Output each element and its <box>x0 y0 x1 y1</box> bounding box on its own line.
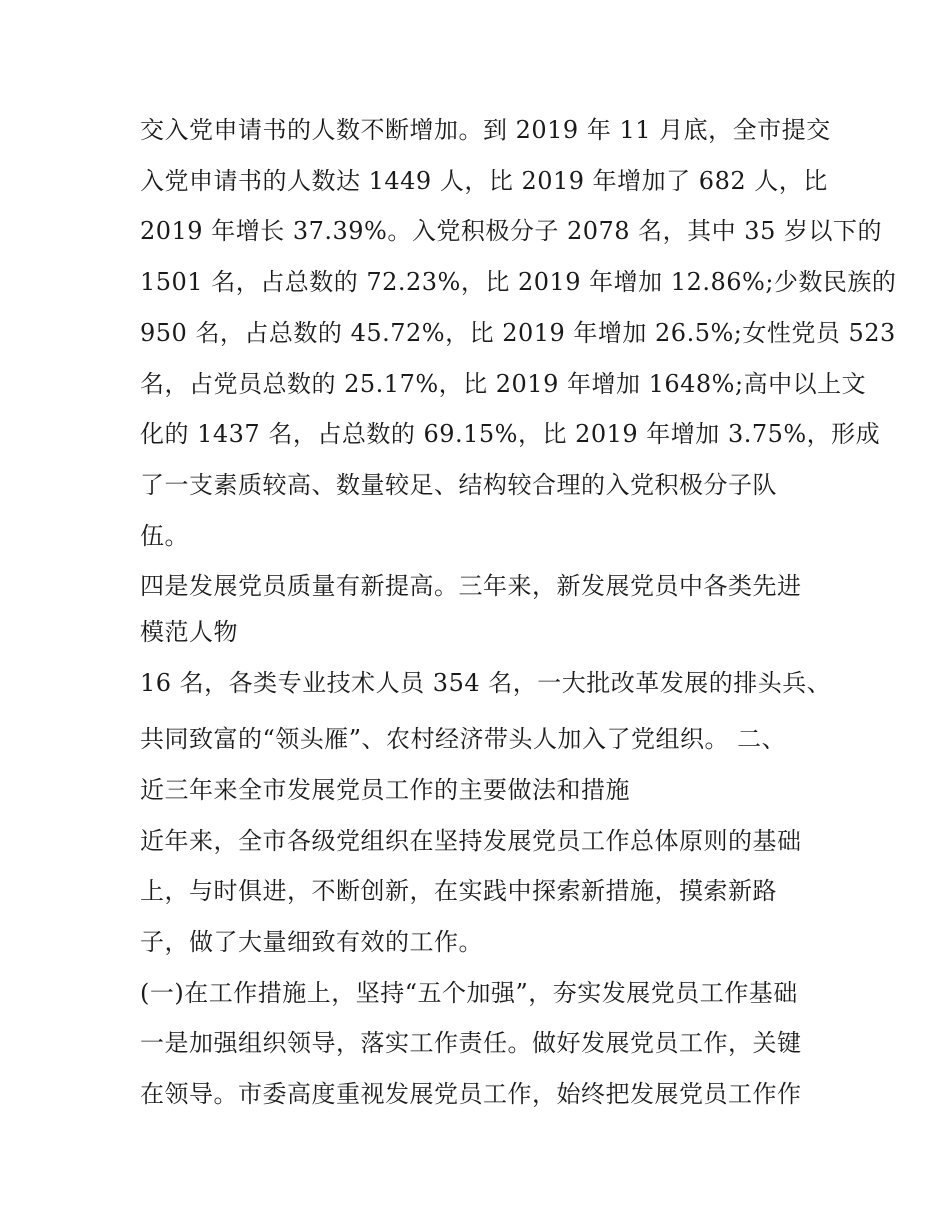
text-line-1: 交入党申请书的人数不断增加。到 2019 年 11 月底，全市提交 <box>140 116 831 144</box>
text-line-13: 共同致富的“领头雁”、农村经济带头人加入了党组织。 二、 <box>140 725 787 753</box>
text-line-7: 化的 1437 名，占总数的 69.15%，比 2019 年增加 3.75%，形成 <box>140 420 881 448</box>
text-line-2: 入党申请书的人数达 1449 人，比 2019 年增加了 682 人，比 <box>140 167 828 195</box>
text-line-16: 上，与时俱进，不断创新，在实践中探索新措施，摸索新路 <box>140 877 777 905</box>
text-line-8: 了一支素质较高、数量较足、结构较合理的入党积极分子队 <box>140 471 777 499</box>
text-line-6: 名，占党员总数的 25.17%，比 2019 年增加 1648%;高中以上文 <box>140 370 867 398</box>
text-line-11: 模范人物 <box>140 618 238 646</box>
text-line-20: 在领导。市委高度重视发展党员工作，始终把发展党员工作作 <box>140 1080 802 1108</box>
text-line-15: 近年来，全市各级党组织在坚持发展党员工作总体原则的基础 <box>140 827 802 855</box>
text-line-12: 16 名，各类专业技术人员 354 名，一大批改革发展的排头兵、 <box>140 669 832 697</box>
text-line-5: 950 名，占总数的 45.72%，比 2019 年增加 26.5%;女性党员 523 <box>140 319 896 347</box>
text-line-18: (一)在工作措施上，坚持“五个加强”，夯实发展党员工作基础 <box>140 979 798 1007</box>
text-line-4: 1501 名，占总数的 72.23%，比 2019 年增加 12.86%;少数民族的 <box>140 268 897 296</box>
text-line-9: 伍。 <box>140 522 189 550</box>
text-line-17: 子，做了大量细致有效的工作。 <box>140 928 483 956</box>
text-line-14: 近三年来全市发展党员工作的主要做法和措施 <box>140 776 630 804</box>
text-line-3: 2019 年增长 37.39%。入党积极分子 2078 名，其中 35 岁以下的 <box>140 217 882 245</box>
text-line-19: 一是加强组织领导，落实工作责任。做好发展党员工作，关键 <box>140 1029 802 1057</box>
text-line-10: 四是发展党员质量有新提高。三年来，新发展党员中各类先进 <box>140 572 802 600</box>
